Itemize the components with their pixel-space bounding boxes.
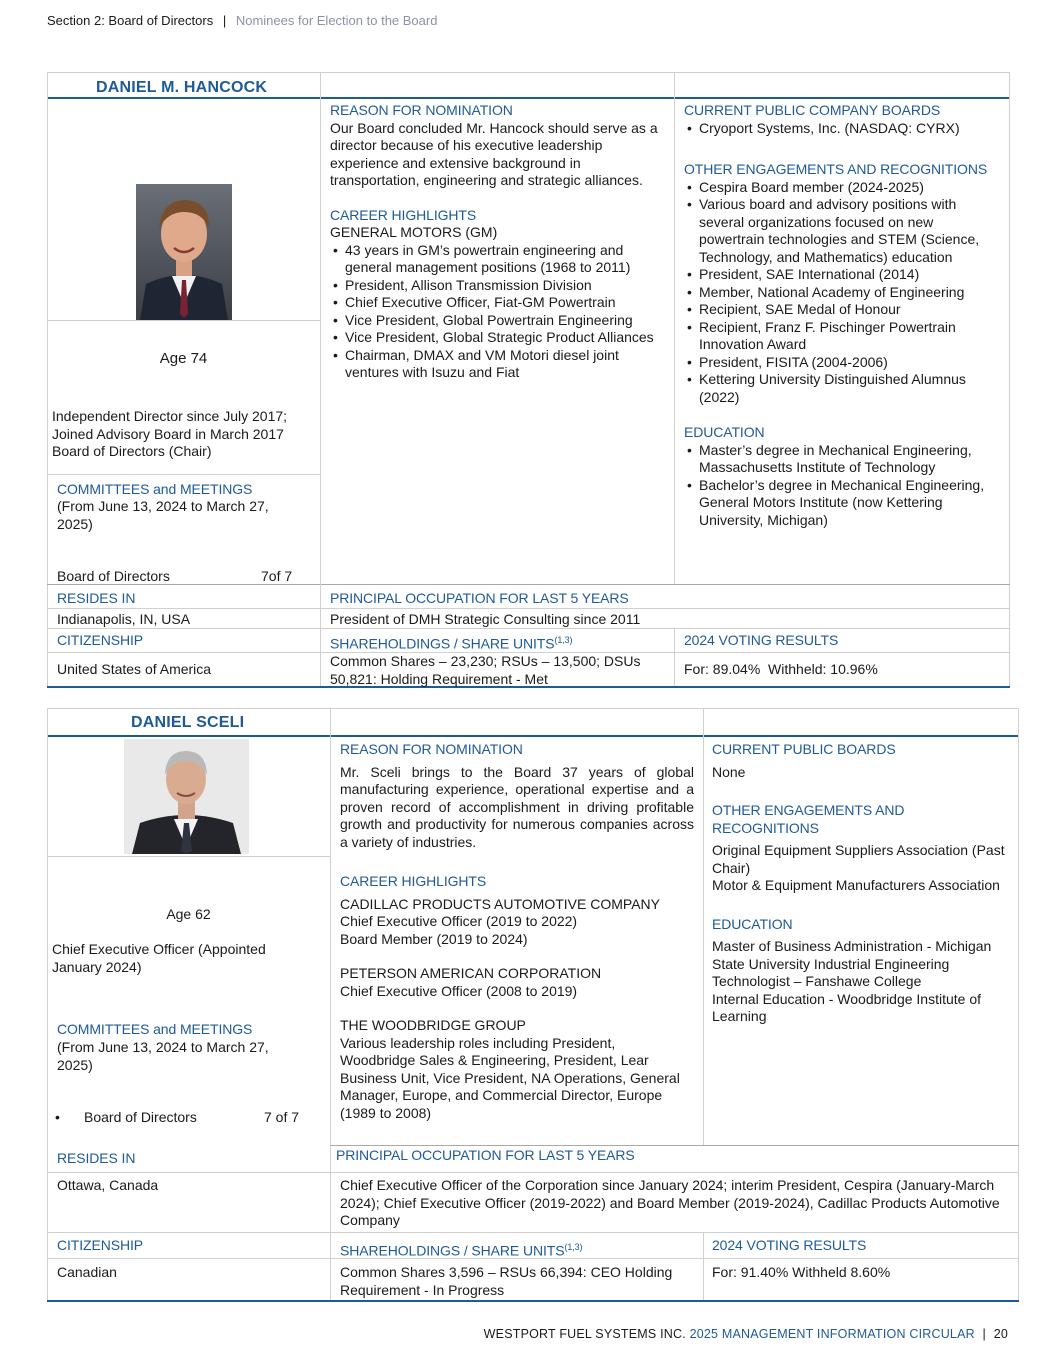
career-line: CADILLAC PRODUCTS AUTOMOTIVE COMPANY xyxy=(340,895,660,912)
career-line: THE WOODBRIDGE GROUP xyxy=(340,1017,526,1033)
subsection-title: Nominees for Election to the Board xyxy=(235,13,438,28)
page-header xyxy=(47,12,437,30)
committees-period: (From June 13, 2024 to March 27, 2025) xyxy=(57,1039,269,1073)
nominee-age: Age 74 xyxy=(159,350,208,367)
tenure-line: January 2024) xyxy=(52,958,142,975)
list-item: • Chairman, DMAX and VM Motori diesel joint ventures with Isuzu and Fiat xyxy=(330,347,666,382)
education-title: EDUCATION xyxy=(684,424,765,440)
page-number: 20 xyxy=(993,1327,1008,1341)
boards-value: None xyxy=(712,763,746,780)
nominee-tenure xyxy=(52,941,322,976)
career-line: Various leadership roles including President, Woodbridge Sales & Engineering, President, Lear Business Unit, Vice President, NA Operations, General Manager, Europe, and Commercial Director, Europe (1989 to 2008) xyxy=(340,1034,680,1121)
career-line: PETERSON AMERICAN CORPORATION xyxy=(340,965,602,981)
list-item: • Various board and advisory positions with several organizations focused on new powertrain technologies and STEM (Science, Technology, and Mathematics) education xyxy=(684,196,1002,266)
list-item: • Kettering University Distinguished Alumnus (2022) xyxy=(684,371,1002,406)
shareholdings-value: Common Shares 3,596 – RSUs 66,394: CEO Holding Requirement - In Progress xyxy=(340,1264,673,1298)
footer-company: WESTPORT FUEL SYSTEMS INC. xyxy=(483,1327,686,1341)
list-item: • Vice President, Global Powertrain Engineering xyxy=(330,312,666,330)
reason-title: REASON FOR NOMINATION xyxy=(330,102,513,118)
committee-attendance: 7 of 7 xyxy=(264,1109,300,1125)
occupation-title: PRINCIPAL OCCUPATION FOR LAST 5 YEARS xyxy=(336,1147,635,1163)
career-line: Chief Executive Officer (2008 to 2019) xyxy=(340,982,578,999)
career-block xyxy=(340,896,694,949)
career-company: GENERAL MOTORS (GM) xyxy=(330,224,498,240)
education-list xyxy=(684,442,1002,530)
engagements-title: OTHER ENGAGEMENTS AND RECOGNITIONS xyxy=(712,802,905,836)
occupation-title: PRINCIPAL OCCUPATION FOR LAST 5 YEARS xyxy=(330,590,629,606)
right-column xyxy=(712,741,1012,1026)
footnote-ref: (1,3) xyxy=(554,635,573,645)
occupation-value: President of DMH Strategic Consulting since 2011 xyxy=(330,611,641,627)
shareholdings-title-text: SHAREHOLDINGS / SHARE UNITS xyxy=(340,1242,565,1259)
engagements-list xyxy=(684,179,1002,407)
occupation-value: Chief Executive Officer of the Corporation since January 2024; interim President, Cespira (January-March 2024); Chief Executive Officer (2019-2022) and Board Member (2019-2024), Cadillac Products Automotive Company xyxy=(340,1177,1000,1228)
resides-title: RESIDES IN xyxy=(57,1150,136,1166)
footer-separator: | xyxy=(982,1327,986,1341)
education-item: Internal Education - Woodbridge Institute of Learning xyxy=(712,990,982,1024)
resides-title: RESIDES IN xyxy=(57,590,136,606)
tenure-line: Chief Executive Officer (Appointed xyxy=(52,941,266,957)
reason-text: Our Board concluded Mr. Hancock should serve as a director because of his executive leadership experience and extensive background in transportation, engineering and strategic alliances. xyxy=(330,119,658,188)
career-block xyxy=(340,965,694,1000)
education-item: Master of Business Administration - Michigan State University Industrial Engineering Technologist – Fanshawe College xyxy=(712,938,992,989)
citizenship-value: Canadian xyxy=(57,1264,117,1280)
nominee-tenure xyxy=(52,408,317,461)
boards-list xyxy=(684,120,1002,138)
career-block xyxy=(340,1017,694,1122)
career-list xyxy=(330,242,666,382)
shareholdings-value: Common Shares – 23,230; RSUs – 13,500; DSUs 50,821: Holding Requirement - Met xyxy=(330,653,641,687)
nominee-name: DANIEL M. HANCOCK xyxy=(96,79,268,96)
header-separator: | xyxy=(222,13,227,28)
career-title: CAREER HIGHLIGHTS xyxy=(330,206,477,223)
list-item: • Recipient, Franz F. Pischinger Powertrain Innovation Award xyxy=(684,319,1002,354)
right-column xyxy=(684,102,1002,529)
list-item: • President, SAE International (2014) xyxy=(684,266,1002,284)
committee-name: Board of Directors xyxy=(84,1109,197,1125)
boards-title: CURRENT PUBLIC BOARDS xyxy=(712,741,896,757)
reason-title: REASON FOR NOMINATION xyxy=(340,741,523,757)
committee-attendance: 7of 7 xyxy=(261,568,293,584)
middle-column xyxy=(330,102,666,382)
resides-value: Ottawa, Canada xyxy=(57,1177,159,1193)
list-item: • Cryoport Systems, Inc. (NASDAQ: CYRX) xyxy=(684,120,1002,138)
nominee-photo xyxy=(124,739,249,854)
list-item: • Vice President, Global Strategic Product Alliances xyxy=(330,329,666,347)
committees-period: (From June 13, 2024 to March 27, 2025) xyxy=(57,498,269,532)
boards-title: CURRENT PUBLIC COMPANY BOARDS xyxy=(684,102,941,118)
list-item: • Recipient, SAE Medal of Honour xyxy=(684,301,1002,319)
committees-title: COMMITTEES and MEETINGS xyxy=(57,481,253,497)
career-line: Chief Executive Officer (2019 to 2022) xyxy=(340,913,578,929)
citizenship-title: CITIZENSHIP xyxy=(57,1237,144,1253)
section-title: Section 2: Board of Directors xyxy=(47,13,214,28)
footer-document: 2025 MANAGEMENT INFORMATION CIRCULAR xyxy=(689,1327,975,1341)
tenure-line: Joined Advisory Board in March 2017 xyxy=(52,425,284,442)
shareholdings-title xyxy=(330,632,572,653)
engagement-item: Original Equipment Suppliers Association (Past Chair) xyxy=(712,842,1005,876)
shareholdings-title xyxy=(340,1239,582,1260)
citizenship-title: CITIZENSHIP xyxy=(57,632,144,648)
list-item: • President, FISITA (2004-2006) xyxy=(684,354,1002,372)
tenure-line: Board of Directors (Chair) xyxy=(52,443,212,459)
career-line: Board Member (2019 to 2024) xyxy=(340,930,528,947)
reason-text: Mr. Sceli brings to the Board 37 years of global manufacturing experience, operational expertise and a proven record of accomplishment in driving profitable growth and productivity for numerous companies across a variety of industries. xyxy=(340,763,694,850)
education-title: EDUCATION xyxy=(712,915,793,932)
list-item: • Bachelor’s degree in Mechanical Engineering, General Motors Institute (now Kettering University, Michigan) xyxy=(684,477,1002,530)
career-title: CAREER HIGHLIGHTS xyxy=(340,873,487,889)
list-item: • Cespira Board member (2024-2025) xyxy=(684,179,1002,197)
list-item: • Master’s degree in Mechanical Engineering, Massachusetts Institute of Technology xyxy=(684,442,1002,477)
nominee-name: DANIEL SCELI xyxy=(131,714,245,731)
voting-value: For: 91.40% Withheld 8.60% xyxy=(712,1264,891,1280)
committee-bullet: • xyxy=(55,1109,60,1125)
engagements-title: OTHER ENGAGEMENTS AND RECOGNITIONS xyxy=(684,161,988,177)
committee-name: Board of Directors xyxy=(57,568,170,584)
voting-title: 2024 VOTING RESULTS xyxy=(684,632,839,648)
shareholdings-title-text: SHAREHOLDINGS / SHARE UNITS xyxy=(330,635,555,652)
page-footer xyxy=(484,1326,1008,1344)
footnote-ref: (1,3) xyxy=(564,1242,583,1252)
list-item: • President, Allison Transmission Division xyxy=(330,277,666,295)
resides-value: Indianapolis, IN, USA xyxy=(57,611,191,627)
committees-title: COMMITTEES and MEETINGS xyxy=(57,1021,253,1037)
nominee-photo xyxy=(136,184,232,320)
middle-column xyxy=(340,741,694,1122)
citizenship-value: United States of America xyxy=(57,661,212,677)
nominee-age: Age 62 xyxy=(166,906,211,922)
tenure-line: Independent Director since July 2017; xyxy=(52,408,288,424)
engagement-item: Motor & Equipment Manufacturers Association xyxy=(712,877,1000,893)
list-item: • Member, National Academy of Engineering xyxy=(684,284,1002,302)
voting-title: 2024 VOTING RESULTS xyxy=(712,1237,867,1253)
voting-value: For: 89.04% Withheld: 10.96% xyxy=(684,661,878,677)
list-item: • 43 years in GM’s powertrain engineering and general management positions (1968 to 2011) xyxy=(330,242,666,277)
list-item: • Chief Executive Officer, Fiat-GM Powertrain xyxy=(330,294,666,312)
